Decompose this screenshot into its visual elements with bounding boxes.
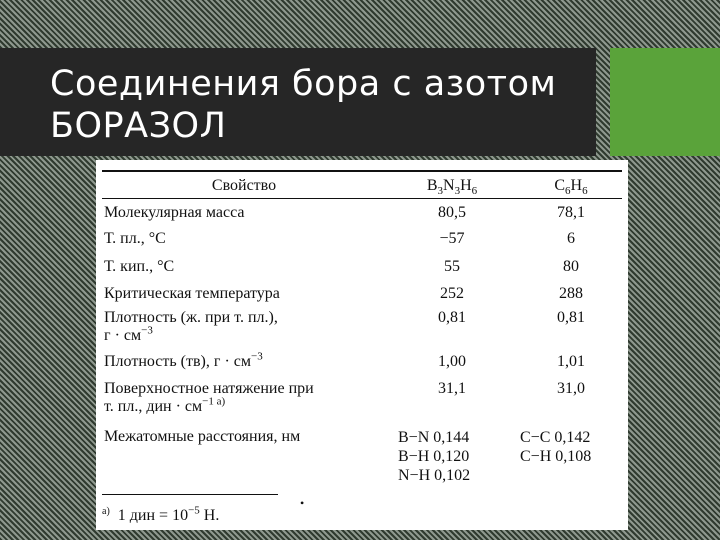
footnote-rule [102,494,278,495]
distance-b-n: B−N 0,144 [398,429,470,446]
row-benzene-value: 288 [559,285,583,302]
distance-b-h: B−H 0,120 [398,448,470,465]
row-property: Молекулярная масса [104,204,245,221]
header-benzene: $C_6H_6$ [554,177,588,198]
distance-c-h: C−H 0,108 [520,448,592,465]
row-benzene-value: 78,1 [557,204,585,221]
header-property: Свойство [211,177,277,194]
row-property-line1: Поверхностное натяжение при [104,380,314,397]
row-property-line2: т. пл., дин · $см^{-1 а)}$ [104,395,226,415]
row-benzene-value: 0,81 [557,309,585,326]
row-borazine-value: 252 [440,285,464,302]
scanned-table [96,160,628,530]
footnote: $^{а)}$ 1 дин = $10^{-5}$ Н. [102,504,220,524]
row-property: Т. пл., °С [104,230,166,247]
row-borazine-value: 31,1 [438,380,466,397]
distance-n-h: N−H 0,102 [398,467,471,484]
row-borazine-value: 55 [444,258,460,275]
row-borazine-value: 1,00 [438,353,466,370]
header-borazine: $B_3N_3H_6$ [426,177,478,198]
row-property: Плотность (тв), $г \cdot см^{-3}$ [104,350,263,370]
distance-c-c: C−C 0,142 [520,429,591,446]
row-benzene-value: 31,0 [557,380,585,397]
row-benzene-value: 6 [567,230,575,247]
row-borazine-value: 0,81 [438,309,466,326]
slide-title-line-2: БОРАЗОЛ [50,106,227,146]
row-property: Критическая температура [104,285,280,302]
accent-box [610,48,720,156]
row-borazine-value: −57 [439,230,465,247]
row-property: Т. кип., °С [104,258,175,275]
row-property-line1: Плотность (ж. при т. пл.), [104,309,278,326]
footnote-dot: • [300,496,305,510]
top-rule [102,170,622,172]
row-property-line2: $г \cdot см^{-3}$ [104,324,153,344]
slide-title-line-1: Соединения бора с азотом [50,64,557,104]
row-benzene-value: 80 [563,258,579,275]
row-property: Межатомные расстояния, нм [104,428,301,445]
header-rule [102,198,622,199]
row-borazine-value: 80,5 [438,204,466,221]
row-benzene-value: 1,01 [557,353,585,370]
